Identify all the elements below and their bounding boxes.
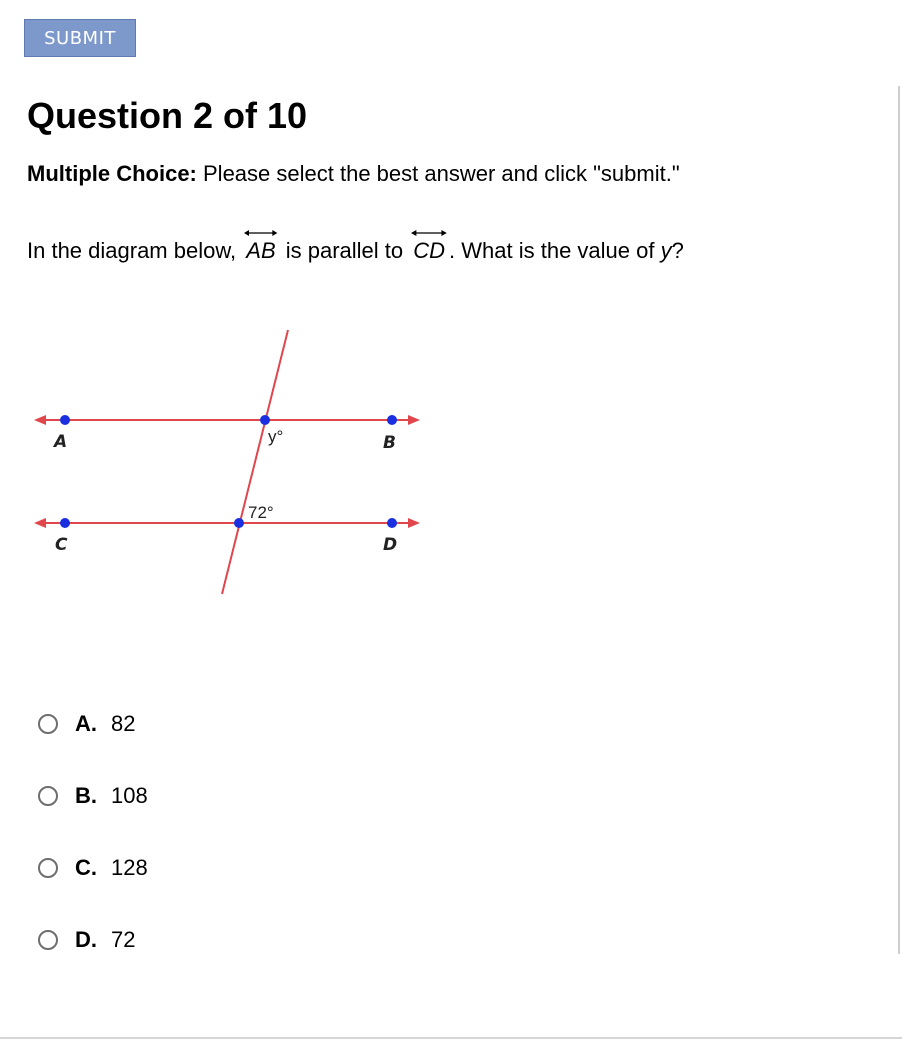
arrowhead-left-icon: [34, 518, 46, 528]
point-a: [60, 415, 70, 425]
choice-a[interactable]: [38, 709, 135, 739]
line-cd-symbol: [413, 232, 445, 266]
content-border-bottom: [0, 1037, 902, 1039]
intersection-point-top: [260, 415, 270, 425]
line-ab-label: AB: [246, 238, 276, 263]
instructions-label: Multiple Choice:: [27, 161, 197, 186]
intersection-point-bottom: [234, 518, 244, 528]
angle-72-label: 72°: [248, 503, 274, 522]
content-border-right: [898, 86, 900, 954]
choice-letter: D.: [75, 927, 97, 952]
label-b: B: [383, 433, 396, 453]
label-d: D: [383, 535, 398, 555]
radio-button[interactable]: [38, 858, 58, 878]
choice-letter: B.: [75, 783, 97, 808]
question-title: Question 2 of 10: [27, 95, 308, 136]
question-prompt: [27, 232, 684, 266]
radio-button[interactable]: [38, 930, 58, 950]
point-b: [387, 415, 397, 425]
parallel-lines-diagram: [0, 300, 460, 620]
choice-value: 82: [111, 711, 136, 736]
instructions-text: Please select the best answer and click "submit.": [196, 161, 680, 186]
choice-value: 108: [111, 783, 148, 808]
arrowhead-right-icon: [408, 518, 420, 528]
choice-value: 72: [111, 927, 136, 952]
choice-d[interactable]: [38, 925, 135, 955]
point-c: [60, 518, 70, 528]
prompt-text-2: is parallel to: [285, 238, 404, 263]
line-cd-label: CD: [413, 238, 446, 263]
choice-letter: C.: [75, 855, 97, 880]
line-ab-symbol: [246, 232, 275, 266]
choice-b[interactable]: [38, 781, 148, 811]
double-arrow-icon: [411, 229, 447, 237]
prompt-text-1: In the diagram below,: [27, 238, 237, 263]
prompt-text-3: . What is the value of: [449, 238, 655, 263]
arrowhead-left-icon: [34, 415, 46, 425]
label-c: C: [55, 535, 68, 555]
double-arrow-icon: [244, 229, 277, 237]
submit-button[interactable]: SUBMIT: [24, 19, 136, 57]
prompt-end: ?: [671, 238, 684, 263]
radio-button[interactable]: [38, 714, 58, 734]
choice-c[interactable]: [38, 853, 148, 883]
transversal-line: [222, 330, 288, 594]
prompt-variable: y: [660, 238, 672, 263]
radio-button[interactable]: [38, 786, 58, 806]
choice-value: 128: [111, 855, 148, 880]
arrowhead-right-icon: [408, 415, 420, 425]
label-a: A: [54, 432, 68, 452]
angle-y-label: y°: [268, 427, 284, 446]
point-d: [387, 518, 397, 528]
choice-letter: A.: [75, 711, 97, 736]
instructions: [27, 160, 680, 188]
